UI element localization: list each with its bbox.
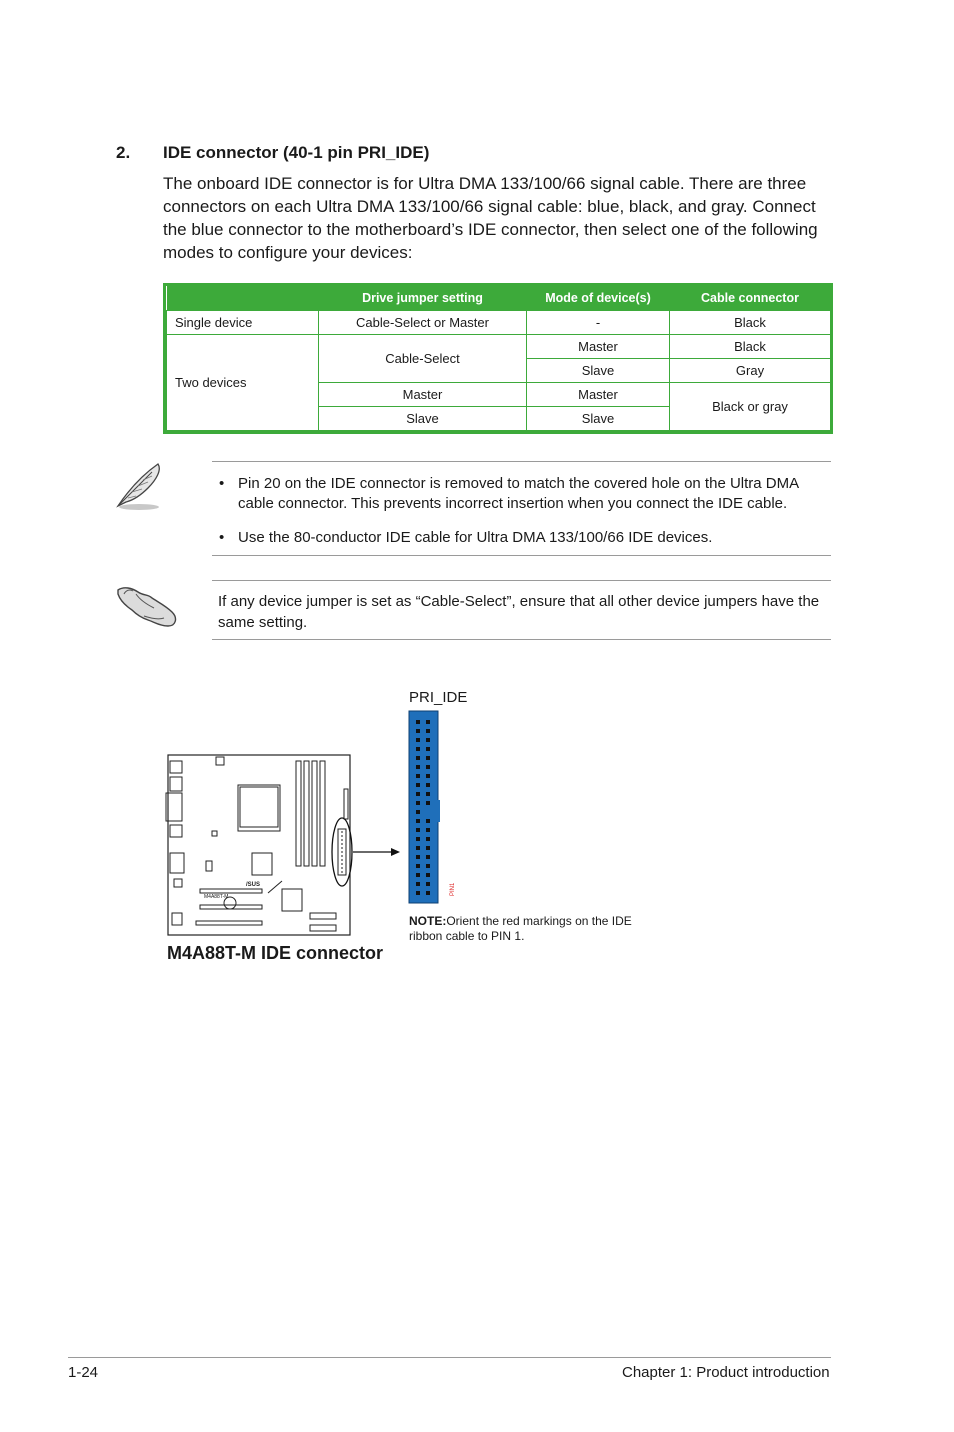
pri-ide-connector xyxy=(408,710,456,906)
connector-pin xyxy=(426,747,430,751)
connector-pin xyxy=(416,774,420,778)
connector-pin xyxy=(416,882,420,886)
note-small-text: Orient the red markings on the IDE ribbon cable to PIN 1. xyxy=(409,914,632,943)
connector-pin xyxy=(426,765,430,769)
connector-pin xyxy=(426,792,430,796)
bullet: • xyxy=(219,529,225,546)
cable-select-jumper: Cable-Select xyxy=(319,335,527,383)
note-bold-label: NOTE: xyxy=(409,914,447,928)
intro-paragraph: The onboard IDE connector is for Ultra DMA 133/100/66 signal cable. There are three connectors on each Ultra DMA 133/100/66 signal cable: blue, black, and gray. Connect the blue connector to the motherboard’s IDE connector, then select one of the following modes to configure your devices: xyxy=(163,174,818,262)
chapter-title: Chapter 1: Product introduction xyxy=(622,1364,830,1381)
single-device-label: Single device xyxy=(167,311,319,335)
master-slave-cable: Black or gray xyxy=(670,383,831,431)
caution-bottom-rule xyxy=(212,639,831,640)
note-top-rule xyxy=(212,461,831,462)
caution-top-rule xyxy=(212,580,831,581)
connector-pin xyxy=(426,756,430,760)
board-label: M4A88T-M xyxy=(204,894,229,900)
single-jumper: Cable-Select or Master xyxy=(319,311,527,335)
table-row xyxy=(167,335,831,359)
ide-modes-table xyxy=(163,283,833,434)
slave-mode: Slave xyxy=(527,407,670,431)
cs-slave-cable: Gray xyxy=(670,359,831,383)
connector-pin xyxy=(416,855,420,859)
feather-note-icon xyxy=(112,460,168,512)
connector-pin xyxy=(426,891,430,895)
single-mode: - xyxy=(527,311,670,335)
connector-pin xyxy=(426,801,430,805)
pointer-arrowhead xyxy=(391,848,400,856)
connector-pin xyxy=(426,837,430,841)
connector-pin xyxy=(416,810,420,814)
connector-pin xyxy=(426,855,430,859)
diagram-caption: M4A88T-M IDE connector xyxy=(167,943,384,963)
connector-pin xyxy=(416,873,420,877)
connector-pin xyxy=(416,837,420,841)
connector-pin xyxy=(416,765,420,769)
single-cable: Black xyxy=(670,311,831,335)
connector-pin xyxy=(426,819,430,823)
two-devices-label: Two devices xyxy=(167,335,319,431)
header-jumper: Drive jumper setting xyxy=(319,286,527,311)
list-item xyxy=(219,528,819,548)
connector-key xyxy=(437,800,440,822)
caution-text: If any device jumper is set as “Cable-Select”, ensure that all other device jumpers have the same setting. xyxy=(218,593,820,631)
note-bottom-rule xyxy=(212,555,831,556)
connector-pin xyxy=(426,729,430,733)
connector-pin xyxy=(426,774,430,778)
connector-pin xyxy=(426,873,430,877)
connector-pin xyxy=(416,738,420,742)
note-text: Pin 20 on the IDE connector is removed to match the covered hole on the Ultra DMA cable connector. This prevents incorrect insertion when you connect the IDE cable. xyxy=(238,475,799,512)
connector-pin xyxy=(416,720,420,724)
pri-ide-label: PRI_IDE xyxy=(409,689,468,706)
connector-pin xyxy=(416,828,420,832)
connector-pin xyxy=(426,864,430,868)
connector-pin xyxy=(416,729,420,733)
table-row xyxy=(167,311,831,335)
connector-pin xyxy=(416,792,420,796)
header-mode: Mode of device(s) xyxy=(527,286,670,311)
connector-pin xyxy=(426,738,430,742)
header-blank xyxy=(167,286,319,311)
slave-jumper: Slave xyxy=(319,407,527,431)
connector-body xyxy=(409,711,438,903)
motherboard-outline xyxy=(166,755,350,935)
note-text: Use the 80-conductor IDE cable for Ultra DMA 133/100/66 IDE devices. xyxy=(238,529,713,546)
connector-pin xyxy=(426,783,430,787)
brand-logo: /SUS xyxy=(246,882,261,888)
connector-pin xyxy=(416,846,420,850)
connector-pin xyxy=(426,828,430,832)
header-cable: Cable connector xyxy=(670,286,831,311)
connector-pin xyxy=(416,783,420,787)
connector-pin xyxy=(416,756,420,760)
note-list xyxy=(219,474,819,548)
cs-master-mode: Master xyxy=(527,335,670,359)
bullet: • xyxy=(219,475,225,492)
cs-slave-mode: Slave xyxy=(527,359,670,383)
connector-pin xyxy=(416,801,420,805)
page-number: 1-24 xyxy=(68,1364,99,1381)
orientation-note xyxy=(409,914,639,944)
master-jumper: Master xyxy=(319,383,527,407)
cs-master-cable: Black xyxy=(670,335,831,359)
master-mode: Master xyxy=(527,383,670,407)
connector-pin xyxy=(426,882,430,886)
connector-pin xyxy=(416,747,420,751)
pin1-label: PIN1 xyxy=(450,882,456,896)
section-title: IDE connector (40-1 pin PRI_IDE) xyxy=(163,143,430,162)
connector-pin xyxy=(426,720,430,724)
connector-pin xyxy=(416,864,420,868)
connector-pin xyxy=(426,846,430,850)
section-number: 2. xyxy=(116,143,131,162)
list-item xyxy=(219,474,819,514)
connector-pin xyxy=(416,819,420,823)
footer-rule xyxy=(68,1357,831,1358)
hand-caution-icon xyxy=(114,580,182,630)
connector-pin xyxy=(416,891,420,895)
